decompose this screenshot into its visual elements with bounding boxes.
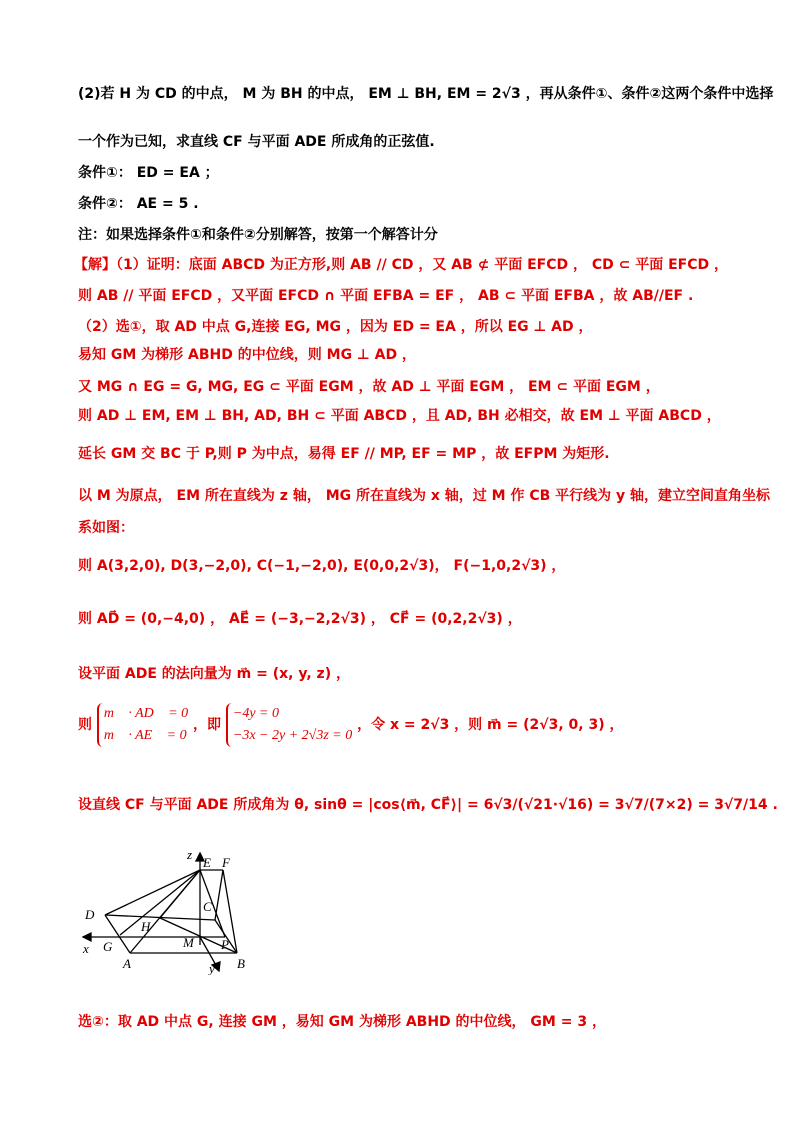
solution-line-2: 则 AB // 平面 EFCD ，又平面 EFCD ∩ 平面 EFBA = EF ， AB ⊂ 平面 EFBA ，故 AB//EF . <box>78 288 694 304</box>
angle-sine-line: 设直线 CF 与平面 ADE 所成角为 θ, sinθ = |cos⟨m⃗, CF⃗⟩| = 6√3/(√21·√16) = 3√7/(7×2) = 3√7/14 . <box>78 797 778 813</box>
label-A: A <box>123 956 131 971</box>
system-mid: ，即 <box>193 717 221 733</box>
normal-vector-line: 设平面 ADE 的法向量为 m⃗ = (x, y, z) ， <box>78 666 350 682</box>
solution-line-3: （2）选①，取 AD 中点 G,连接 EG, MG ，因为 ED = EA ，所以 EG ⊥ AD ， <box>78 319 593 335</box>
system-suffix: ，令 x = 2√3 ，则 m⃗ = (2√3, 0, 3) ， <box>357 717 624 733</box>
system-2 <box>226 703 352 747</box>
system-1-eq-a: m⃗ · AD⃗ = 0 <box>103 706 189 721</box>
equation-system-line <box>78 700 740 750</box>
system-1-eq-b: m⃗ · AE⃗ = 0 <box>103 728 187 743</box>
edge-E-H <box>160 870 200 918</box>
solution-line-7: 延长 GM 交 BC 于 P,则 P 为中点，易得 EF // MP, EF = MP ，故 EFPM 为矩形. <box>78 446 610 462</box>
solution-line-8: 以 M 为原点， EM 所在直线为 z 轴， MG 所在直线为 x 轴，过 M 作 CB 平行线为 y 轴，建立空间直角坐标 <box>78 488 771 504</box>
problem-line-2: 一个作为已知，求直线 CF 与平面 ADE 所成角的正弦值. <box>78 134 435 150</box>
label-B: B <box>237 956 245 971</box>
note-line: 注：如果选择条件①和条件②分别解答，按第一个解答计分 <box>78 227 438 243</box>
geometry-figure <box>75 845 275 975</box>
condition-1: 条件①： ED = EA ； <box>78 165 219 181</box>
label-x: x <box>83 941 89 956</box>
solution-line-5: 又 MG ∩ EG = G, MG, EG ⊂ 平面 EGM ，故 AD ⊥ 平面 EGM ， EM ⊂ 平面 EGM ， <box>78 379 660 395</box>
system-prefix: 则 <box>78 717 92 733</box>
system-1 <box>97 703 188 747</box>
label-y: y <box>209 961 215 975</box>
vectors-line: 则 AD⃗ = (0,−4,0) ， AE⃗ = (−3,−2,2√3) ， CF⃗ = (0,2,2√3) ， <box>78 611 522 627</box>
system-2-eq-b: −3x − 2y + 2√3z = 0 <box>232 728 353 743</box>
label-E: E <box>203 855 211 870</box>
condition-2: 条件②： AE = 5 . <box>78 196 199 212</box>
solution-tag: 【解】 <box>74 257 116 273</box>
edge-D-C <box>105 915 215 920</box>
label-D: D <box>85 907 95 922</box>
label-M: M <box>183 935 194 950</box>
label-P: P <box>221 937 229 952</box>
solution-line-9: 系如图： <box>78 520 134 536</box>
solution-line-1 <box>74 255 740 275</box>
label-F: F <box>222 855 230 870</box>
label-C: C <box>203 899 212 914</box>
label-G: G <box>103 939 113 954</box>
coordinates-line: 则 A(3,2,0), D(3,−2,0), C(−1,−2,0), E(0,0,2√3)， F(−1,0,2√3) ， <box>78 558 566 574</box>
system-2-eq-a: −4y = 0 <box>232 706 279 721</box>
label-H: H <box>141 919 151 934</box>
label-z: z <box>187 847 193 862</box>
solution-line-4: 易知 GM 为梯形 ABHD 的中位线，则 MG ⊥ AD ， <box>78 347 416 363</box>
solution-line-6: 则 AD ⊥ EM, EM ⊥ BH, AD, BH ⊂ 平面 ABCD ，且 AD, BH 必相交，故 EM ⊥ 平面 ABCD ， <box>78 408 721 424</box>
problem-line-1: (2)若 H 为 CD 的中点， M 为 BH 的中点， EM ⊥ BH, EM = 2√3 ，再从条件①、条件②这两个条件中选择 <box>78 86 774 102</box>
solution-text-1: （1）证明：底面 ABCD 为正方形,则 AB // CD ，又 AB ⊄ 平面 EFCD ， CD ⊂ 平面 EFCD ， <box>116 257 728 273</box>
option-2-line: 选②：取 AD 中点 G, 连接 GM ，易知 GM 为梯形 ABHD 的中位线， GM = 3 ， <box>78 1014 606 1030</box>
